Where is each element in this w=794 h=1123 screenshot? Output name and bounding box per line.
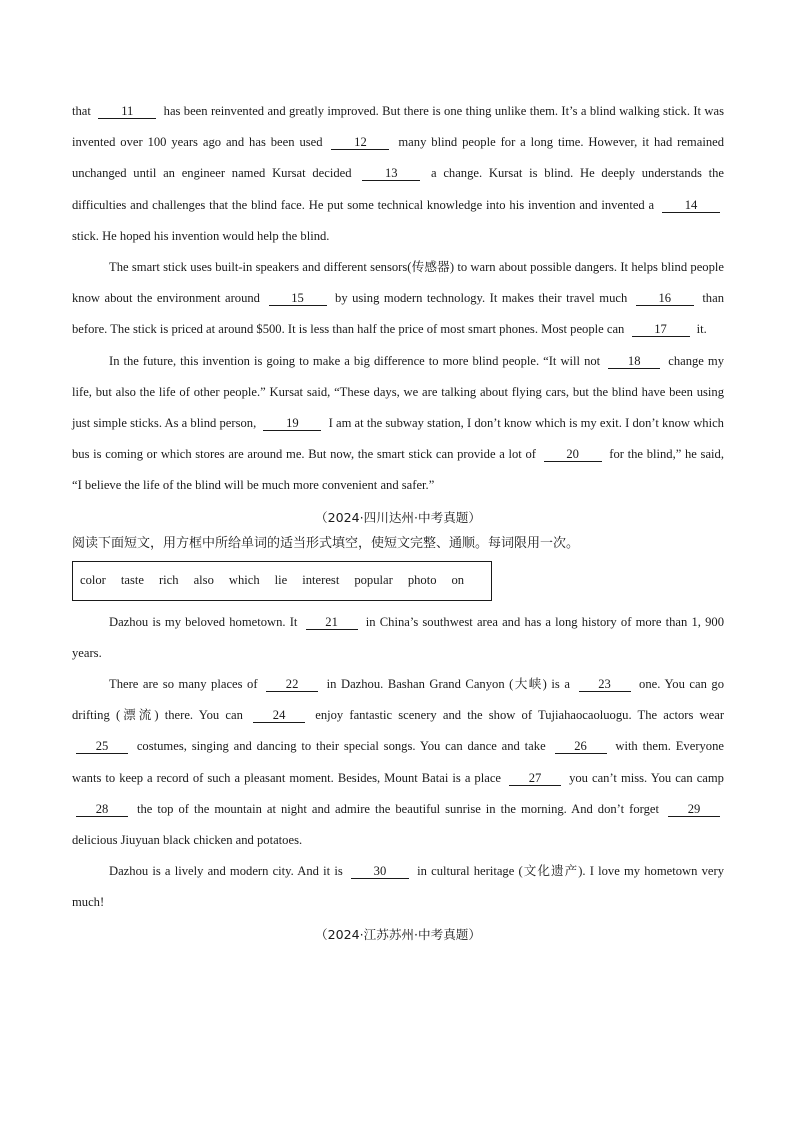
passage2-paragraph-2: [72, 669, 724, 856]
blank-21[interactable]: 21: [306, 615, 358, 630]
text-segment: Dazhou is a lively and modern city. And it is: [109, 864, 343, 879]
text-segment: you can’t miss. You can camp: [569, 770, 724, 785]
word-bank-item: on: [451, 573, 465, 588]
blank-18[interactable]: 18: [608, 354, 660, 369]
word-bank-item: interest: [302, 573, 340, 588]
blank-17[interactable]: 17: [632, 322, 690, 337]
word-bank-item: also: [193, 573, 214, 588]
blank-13[interactable]: 13: [362, 166, 420, 181]
text-segment: for the blind,” he said, “I believe the life of the blind will be much more convenient and safer.”: [72, 447, 724, 493]
source-citation-1: （2024·四川达州·中考真题）: [315, 509, 481, 525]
text-segment: Dazhou is my beloved hometown. It: [109, 614, 298, 629]
passage2-paragraph-3: [72, 856, 724, 918]
text-segment: enjoy fantastic scenery and the show of Tujiahaocaoluogu. The actors wear: [315, 708, 725, 723]
blank-29[interactable]: 29: [668, 802, 720, 817]
text-segment: than before. The stick is priced at around $500. It is less than half the price of most smart phones. Most people can: [72, 291, 724, 337]
word-bank-item: popular: [354, 573, 393, 588]
instruction-text: 阅读下面短文，用方框中所给单词的适当形式填空，使短文完整、通顺。每词限用一次。: [72, 535, 580, 551]
blank-14[interactable]: 14: [662, 198, 720, 213]
text-segment: In the future, this invention is going to make a big difference to more blind people. “It will not: [109, 353, 601, 368]
word-bank-item: photo: [407, 573, 437, 588]
text-segment: delicious Jiuyuan black chicken and potatoes.: [72, 833, 303, 848]
word-bank-item: lie: [274, 573, 288, 588]
blank-19[interactable]: 19: [263, 416, 321, 431]
blank-22[interactable]: 22: [266, 677, 318, 692]
blank-23[interactable]: 23: [579, 677, 631, 692]
text-segment: in China’s southwest area and has a long history of more than 1, 900 years.: [72, 614, 724, 660]
word-bank-box: [72, 561, 492, 601]
text-segment: the top of the mountain at night and admire the beautiful sunrise in the morning. And don’t forget: [137, 801, 659, 816]
passage1-paragraph-1: [72, 96, 724, 252]
text-segment: change my life, but also the life of other people.” Kursat said, “These days, we are talking about flying cars, but the blind have been using just simple sticks. As a blind person,: [72, 353, 725, 431]
text-segment: I am at the subway station, I don’t know which is my exit. I don’t know which bus is coming or which stores are around me. But now, the smart stick can provide a lot of: [72, 416, 724, 462]
text-segment: one. You can go drifting (漂流) there. You can: [72, 677, 725, 723]
text-segment: many blind people for a long time. However, it had remained unchanged until an engineer named Kursat decided: [72, 135, 725, 181]
text-segment: There are so many places of: [109, 677, 258, 692]
passage1-paragraph-3: [72, 346, 724, 502]
text-segment: has been reinvented and greatly improved. But there is one thing unlike them. It’s a blind walking stick. It was invented over 100 years ago and has been used: [72, 104, 724, 150]
text-segment: a change. Kursat is blind. He deeply understands the difficulties and challenges that the blind face. He put some technical knowledge into his invention and invented a: [72, 166, 724, 212]
text-segment: in cultural heritage (文化遗产). I love my hometown very much!: [72, 864, 724, 910]
blank-26[interactable]: 26: [555, 739, 607, 754]
blank-28[interactable]: 28: [76, 802, 128, 817]
passage2-paragraph-1: [72, 607, 724, 669]
blank-12[interactable]: 12: [331, 135, 389, 150]
blank-11[interactable]: 11: [98, 104, 156, 119]
text-segment: costumes, singing and dancing to their special songs. You can dance and take: [136, 739, 546, 754]
passage1-paragraph-2: [72, 252, 724, 346]
blank-25[interactable]: 25: [76, 739, 128, 754]
blank-30[interactable]: 30: [351, 864, 409, 879]
word-bank-item: which: [228, 573, 260, 588]
blank-20[interactable]: 20: [544, 447, 602, 462]
document-page: [72, 96, 724, 950]
blank-27[interactable]: 27: [509, 771, 561, 786]
word-bank-item: color: [80, 573, 106, 588]
source-citation-2: （2024·江苏苏州·中考真题）: [315, 926, 481, 942]
text-segment: in Dazhou. Bashan Grand Canyon (大峡) is a: [326, 677, 570, 692]
text-segment: that: [72, 104, 91, 118]
text-segment: The smart stick uses built-in speakers and different sensors(传感器) to warn about possible dangers. It helps blind people know about the environment around: [72, 260, 724, 306]
word-bank-item: rich: [158, 573, 179, 588]
blank-15[interactable]: 15: [269, 291, 327, 306]
blank-16[interactable]: 16: [636, 291, 694, 306]
text-segment: stick. He hoped his invention would help the blind.: [72, 228, 330, 243]
word-bank-item: taste: [120, 573, 144, 588]
blank-24[interactable]: 24: [253, 708, 305, 723]
text-segment: by using modern technology. It makes their travel much: [335, 291, 628, 306]
text-segment: with them. Everyone wants to keep a record of such a pleasant moment. Besides, Mount Batai is a place: [72, 739, 724, 785]
text-segment: it.: [696, 322, 707, 337]
